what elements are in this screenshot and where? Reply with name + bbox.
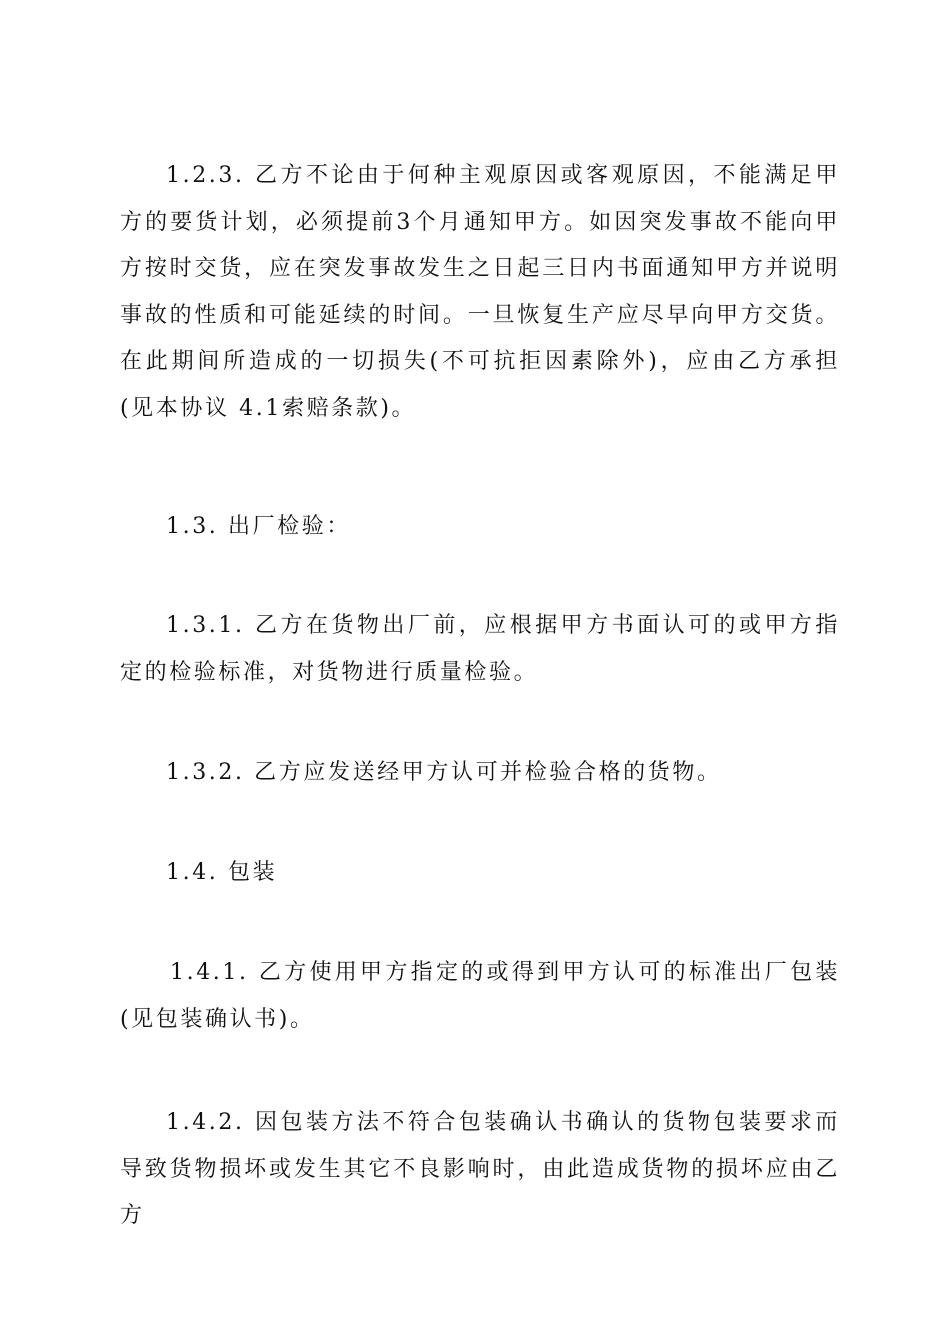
paragraph-1-4-1: 1.4.1. 乙方使用甲方指定的或得到甲方认可的标准出厂包装(见包装确认书)。 (120, 960, 840, 1032)
paragraph-1-3-2: 1.3.2. 乙方应发送经甲方认可并检验合格的货物。 (166, 760, 722, 785)
paragraph-1-4-2: 1.4.2. 因包装方法不符合包装确认书确认的货物包装要求而导致货物损坏或发生其它不良影响时，由此造成货物的损坏应由乙方 (120, 1110, 840, 1228)
paragraph-1-2-3: 1.2.3. 乙方不论由于何种主观原因或客观原因，不能满足甲方的要货计划，必须提前3个月通知甲方。如因突发事故不能向甲方按时交货，应在突发事故发生之日起三日内书面通知甲方并说明事故的性质和可能延续的时间。一旦恢复生产应尽早向甲方交货。在此期间所造成的一切损失(不可抗拒因素除外)，应由乙方承担(见本协议 4.1索赔条款)。 (120, 163, 840, 421)
paragraph-1-3-1: 1.3.1. 乙方在货物出厂前，应根据甲方书面认可的或甲方指定的检验标准，对货物进行质量检验。 (120, 613, 840, 685)
section-heading-1-3: 1.3. 出厂检验： (166, 514, 351, 539)
section-heading-1-4: 1.4. 包装 (166, 860, 278, 885)
